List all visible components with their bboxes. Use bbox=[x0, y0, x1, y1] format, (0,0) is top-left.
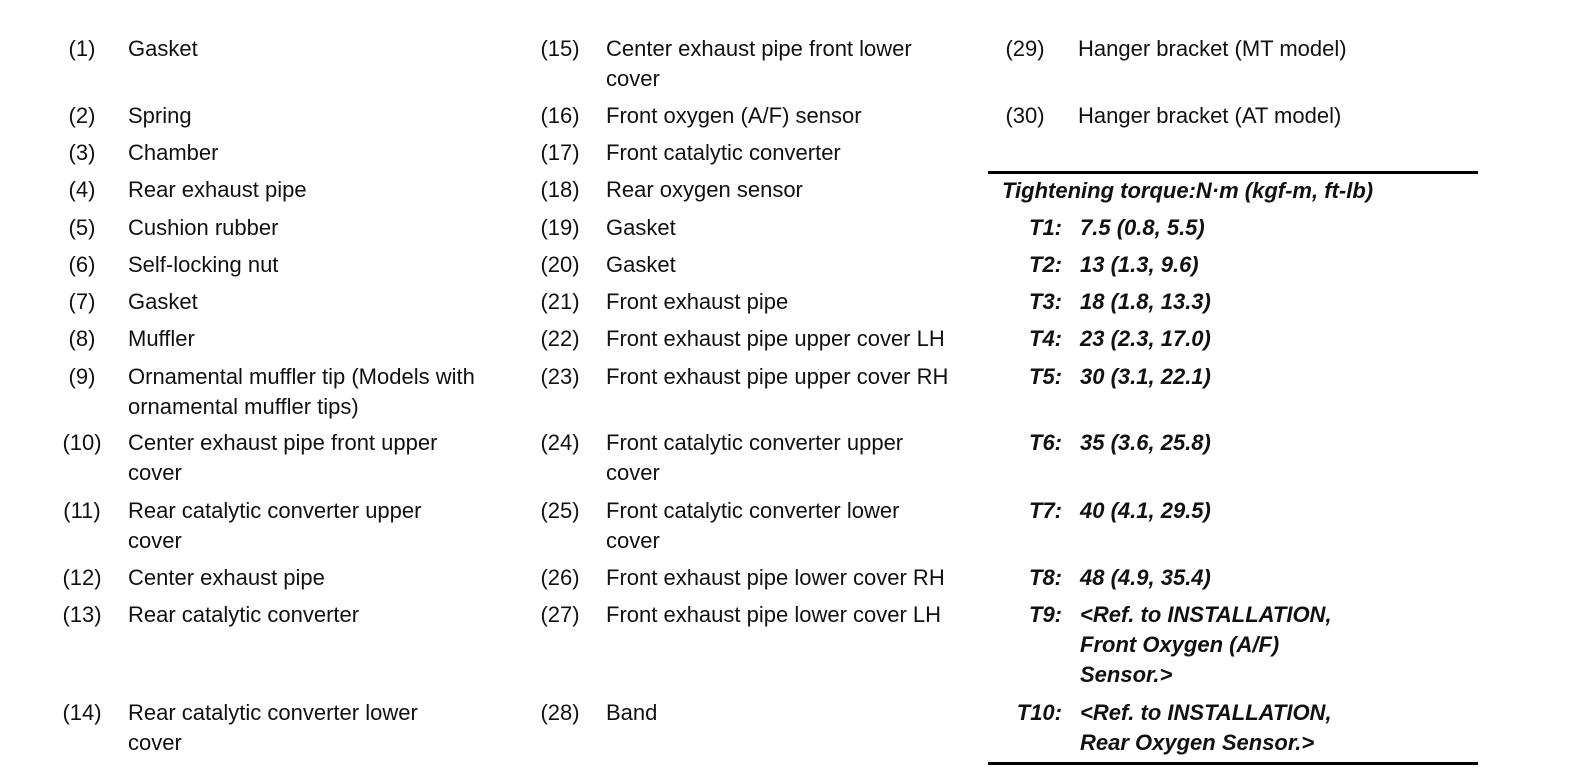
part-name: Cushion rubber bbox=[128, 215, 279, 240]
part-name: Muffler bbox=[128, 326, 195, 351]
torque-key: T9: bbox=[1029, 602, 1062, 627]
torque-key: T10: bbox=[1016, 700, 1062, 725]
part-name: Gasket bbox=[606, 215, 676, 240]
torque-key: T3: bbox=[1029, 289, 1062, 314]
torque-key: T1: bbox=[1029, 215, 1062, 240]
part-number: (20) bbox=[540, 252, 580, 277]
part-name: Front exhaust pipe upper cover RH bbox=[606, 364, 949, 389]
part-number: (22) bbox=[540, 326, 580, 351]
part-number: (2) bbox=[68, 103, 96, 128]
part-number: (26) bbox=[540, 565, 580, 590]
part-name: Chamber bbox=[128, 140, 219, 165]
part-number: (14) bbox=[62, 700, 102, 725]
torque-key: T2: bbox=[1029, 252, 1062, 277]
part-name: Front exhaust pipe lower cover LH bbox=[606, 602, 942, 627]
part-name: Self-locking nut bbox=[128, 252, 279, 277]
torque-value: 48 (4.9, 35.4) bbox=[1080, 565, 1211, 590]
part-number: (13) bbox=[62, 602, 102, 627]
torque-key: T4: bbox=[1029, 326, 1062, 351]
part-number: (29) bbox=[1005, 36, 1045, 61]
torque-key: T6: bbox=[1029, 430, 1062, 455]
part-name: Gasket bbox=[128, 289, 198, 314]
part-name: Rear catalytic converter upper cover bbox=[128, 498, 422, 553]
torque-top-rule bbox=[988, 171, 1478, 174]
part-number: (27) bbox=[540, 602, 580, 627]
torque-value: 35 (3.6, 25.8) bbox=[1080, 430, 1211, 455]
part-name: Front exhaust pipe lower cover RH bbox=[606, 565, 945, 590]
torque-key: T8: bbox=[1029, 565, 1062, 590]
part-name: Hanger bracket (MT model) bbox=[1078, 36, 1347, 61]
part-number: (9) bbox=[68, 364, 96, 389]
part-name: Hanger bracket (AT model) bbox=[1078, 103, 1342, 128]
part-name: Center exhaust pipe bbox=[128, 565, 325, 590]
torque-value: 18 (1.8, 13.3) bbox=[1080, 289, 1211, 314]
part-number: (18) bbox=[540, 177, 580, 202]
part-name: Center exhaust pipe front lower cover bbox=[606, 36, 912, 91]
part-name: Band bbox=[606, 700, 658, 725]
torque-key: T7: bbox=[1029, 498, 1062, 523]
part-number: (1) bbox=[68, 36, 96, 61]
torque-value: 23 (2.3, 17.0) bbox=[1080, 326, 1211, 351]
part-number: (7) bbox=[68, 289, 96, 314]
part-name: Rear exhaust pipe bbox=[128, 177, 307, 202]
part-name: Rear catalytic converter bbox=[128, 602, 360, 627]
torque-value: 13 (1.3, 9.6) bbox=[1080, 252, 1199, 277]
part-number: (8) bbox=[68, 326, 96, 351]
torque-value: <Ref. to INSTALLATION, Rear Oxygen Sensor.> bbox=[1080, 700, 1332, 755]
part-name: Rear catalytic converter lower cover bbox=[128, 700, 418, 755]
part-number: (28) bbox=[540, 700, 580, 725]
part-number: (17) bbox=[540, 140, 580, 165]
part-name: Gasket bbox=[128, 36, 198, 61]
part-number: (15) bbox=[540, 36, 580, 61]
part-number: (10) bbox=[62, 430, 102, 455]
part-number: (12) bbox=[62, 565, 102, 590]
part-number: (25) bbox=[540, 498, 580, 523]
part-number: (11) bbox=[63, 498, 101, 523]
part-name: Front catalytic converter bbox=[606, 140, 841, 165]
part-name: Front catalytic converter upper cover bbox=[606, 430, 904, 485]
part-name: Front exhaust pipe upper cover LH bbox=[606, 326, 945, 351]
torque-bottom-rule bbox=[988, 762, 1478, 765]
part-number: (4) bbox=[68, 177, 96, 202]
part-name: Front catalytic converter lower cover bbox=[606, 498, 900, 553]
part-number: (24) bbox=[540, 430, 580, 455]
part-number: (5) bbox=[68, 215, 96, 240]
part-number: (3) bbox=[68, 140, 96, 165]
part-name: Front exhaust pipe bbox=[606, 289, 789, 314]
part-number: (16) bbox=[540, 103, 580, 128]
part-number: (19) bbox=[540, 215, 580, 240]
torque-value: 40 (4.1, 29.5) bbox=[1080, 498, 1211, 523]
part-number: (21) bbox=[540, 289, 580, 314]
part-name: Ornamental muffler tip (Models with ornamental muffler tips) bbox=[128, 364, 475, 419]
part-name: Rear oxygen sensor bbox=[606, 177, 803, 202]
part-name: Front oxygen (A/F) sensor bbox=[606, 103, 862, 128]
torque-value: <Ref. to INSTALLATION, Front Oxygen (A/F) Sensor.> bbox=[1080, 602, 1332, 687]
part-number: (6) bbox=[68, 252, 96, 277]
part-name: Spring bbox=[128, 103, 192, 128]
part-number: (23) bbox=[540, 364, 580, 389]
torque-heading: Tightening torque:N·m (kgf-m, ft-lb) bbox=[1002, 178, 1374, 203]
part-number: (30) bbox=[1005, 103, 1045, 128]
part-name: Gasket bbox=[606, 252, 676, 277]
torque-key: T5: bbox=[1029, 364, 1062, 389]
part-name: Center exhaust pipe front upper cover bbox=[128, 430, 438, 485]
torque-value: 7.5 (0.8, 5.5) bbox=[1080, 215, 1205, 240]
torque-value: 30 (3.1, 22.1) bbox=[1080, 364, 1211, 389]
